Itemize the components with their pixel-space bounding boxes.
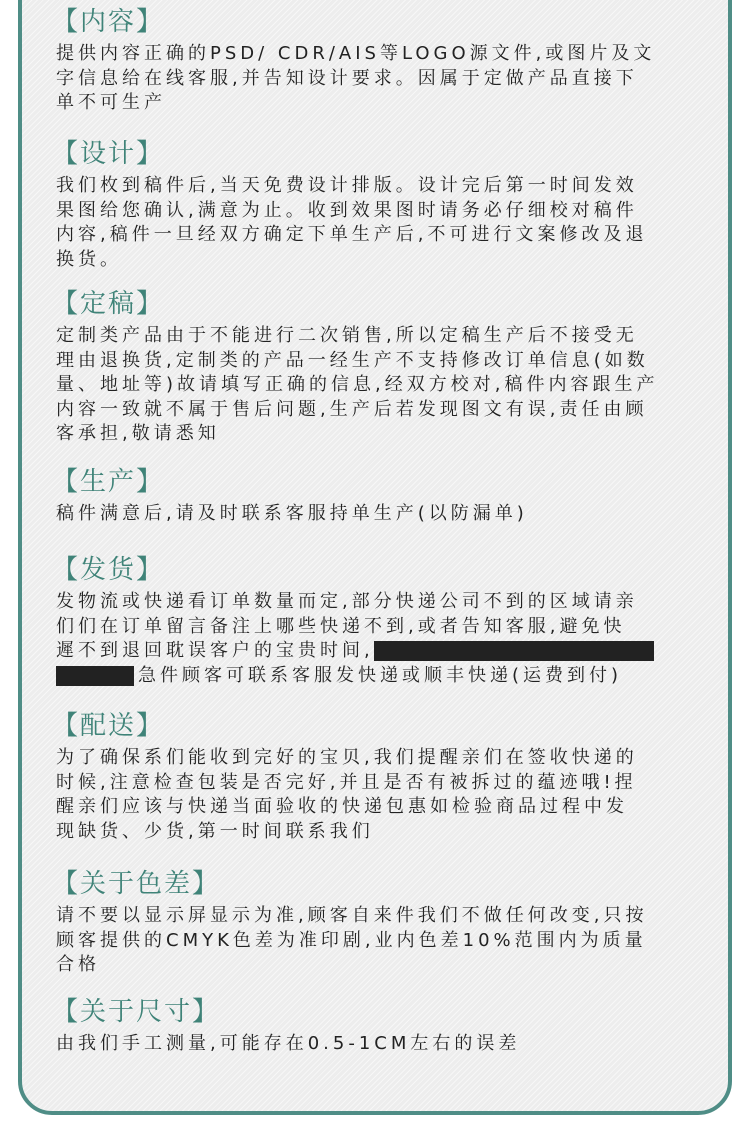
section-body [56, 324, 706, 447]
text-line: 为了确保系们能收到完好的宝贝,我们提醒亲们在签收快递的 [56, 747, 638, 768]
section-finalize [52, 286, 706, 447]
section-body [56, 590, 706, 688]
text-line: 字信息给在线客服,并告知设计要求。因属于定做产品直接下 [56, 67, 638, 89]
text-line: 时候,注意检查包装是否完好,并且是否有被拆过的蕴迹哦!捏 [56, 771, 637, 793]
text-line: 醒亲们应该与快递当面验收的快递包惠如检验商品过程中发 [56, 796, 628, 817]
text-segment: 遲不到退回耽误客户的宝贵时间, [56, 640, 374, 661]
text-segment: 急件顾客可联系客服发快递或顺丰快递(运费到付) [138, 664, 623, 686]
section-shipping [52, 552, 706, 688]
section-heading: 【内容】 [52, 6, 165, 36]
text-line-with-redaction [56, 664, 706, 689]
text-line: 果图给您确认,满意为止。收到效果图时请务必仔细校对稿件 [56, 199, 638, 221]
section-body [56, 502, 706, 527]
section-heading: 【生产】 [52, 466, 165, 496]
text-line: 定制类产品由于不能进行二次销售,所以定稿生产后不接受无 [56, 325, 638, 346]
section-heading: 【关于尺寸】 [52, 996, 221, 1026]
section-body [56, 746, 706, 844]
section-heading: 【设计】 [52, 138, 165, 168]
text-line: 理由退换货,定制类的产品一经生产不支持修改订单信息(如数 [56, 349, 649, 371]
section-body [56, 42, 706, 116]
text-line: 量、地址等)故请填写正确的信息,经双方校对,稿件内容跟生产 [56, 374, 659, 395]
section-heading: 【定稿】 [52, 288, 165, 318]
section-size [52, 994, 706, 1057]
redaction-bar [374, 641, 654, 661]
text-line: 发物流或快递看订单数量而定,部分快递公司不到的区域请亲 [56, 591, 638, 612]
text-line: 换货。 [56, 248, 122, 270]
text-line: 单不可生产 [56, 92, 166, 113]
section-delivery [52, 708, 706, 844]
text-line: 客承担,敬请悉知 [56, 423, 220, 444]
section-body [56, 1032, 706, 1057]
section-production [52, 464, 706, 527]
redaction-bar [56, 666, 134, 686]
text-line: 内容一致就不属于售后问题,生产后若发现图文有误,责任由顾 [56, 398, 648, 420]
text-line: 提供内容正确的PSD/ CDR/AIS等LOGO源文件,或图片及文 [56, 43, 656, 64]
section-body [56, 904, 706, 978]
section-heading: 【关于色差】 [52, 868, 221, 898]
section-body [56, 174, 706, 272]
text-line: 现缺货、少货,第一时间联系我们 [56, 820, 374, 842]
section-heading: 【发货】 [52, 554, 165, 584]
text-line: 顾客提供的CMYK色差为准印剧,业内色差10%范围内为质量 [56, 929, 647, 951]
text-line: 们们在订单留言备注上哪些快递不到,或者告知客服,避免快 [56, 615, 626, 637]
section-color-difference [52, 866, 706, 978]
section-content [52, 4, 706, 116]
text-line: 请不要以显示屏显示为准,顾客自来件我们不做任何改变,只按 [56, 905, 648, 926]
section-design [52, 136, 706, 272]
text-line: 内容,稿件一旦经双方确定下单生产后,不可进行文案修改及退 [56, 224, 648, 245]
text-line: 由我们手工测量,可能存在0.5-1CM左右的误差 [56, 1033, 521, 1054]
text-line-with-redaction [56, 639, 706, 664]
text-line: 合格 [56, 954, 100, 975]
section-heading: 【配送】 [52, 710, 165, 740]
text-line: 稿件满意后,请及时联系客服持单生产(以防漏单) [56, 503, 528, 524]
text-line: 我们枚到稿件后,当天免费设计排版。设计完后第一时间发效 [56, 175, 638, 196]
